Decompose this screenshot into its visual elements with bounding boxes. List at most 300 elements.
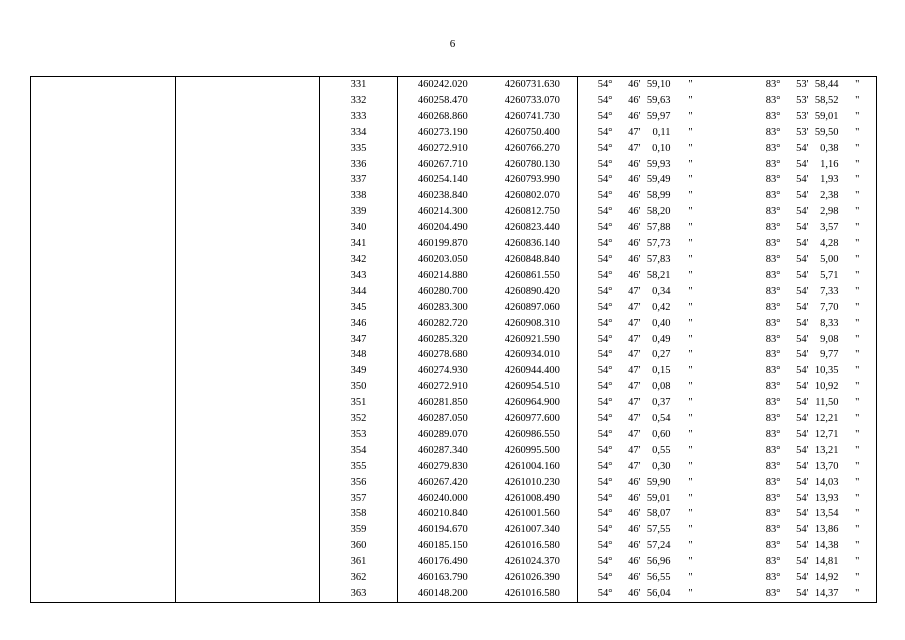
lon-seconds-mark: " xyxy=(839,522,877,538)
lon-degrees: 83° xyxy=(765,413,781,425)
table-row xyxy=(31,586,877,602)
coord-y: 4260750.400 xyxy=(504,126,560,138)
table-row xyxy=(31,141,877,157)
table-row xyxy=(31,236,877,252)
cell-empty-2 xyxy=(176,284,320,300)
lon-degrees: 83° xyxy=(765,174,781,186)
lon-minutes: 53' xyxy=(781,77,809,93)
lon-seconds-mark: " xyxy=(839,93,877,109)
lon-seconds: 14,38 xyxy=(814,540,839,552)
lat-degrees: 54° xyxy=(578,332,613,348)
lon-seconds: 0,38 xyxy=(820,142,839,154)
lon-seconds: 5,71 xyxy=(820,269,839,281)
table-row xyxy=(31,347,877,363)
coord-x: 460240.000 xyxy=(398,491,488,507)
cell-empty-1 xyxy=(31,93,176,109)
coord-y: 4260823.440 xyxy=(504,222,560,234)
cell-empty-2 xyxy=(176,491,320,507)
cell-empty-2 xyxy=(176,395,320,411)
lon-degrees: 83° xyxy=(765,365,781,377)
lon-seconds-mark: " xyxy=(839,395,877,411)
cell-empty-2 xyxy=(176,157,320,173)
lat-seconds: 59,63 xyxy=(646,94,671,106)
table-row xyxy=(31,506,877,522)
coord-y: 4261007.340 xyxy=(504,524,560,536)
lat-seconds-mark: " xyxy=(688,413,693,425)
cell-empty-1 xyxy=(31,236,176,252)
lat-seconds-mark: " xyxy=(688,333,693,345)
cell-empty-2 xyxy=(176,125,320,141)
lon-seconds-mark: " xyxy=(839,427,877,443)
lat-seconds-mark: " xyxy=(688,142,693,154)
lat-seconds-mark: " xyxy=(688,524,693,536)
lat-minutes: 47' xyxy=(628,333,641,345)
cell-empty-2 xyxy=(176,252,320,268)
lon-degrees: 83° xyxy=(765,508,781,520)
cell-empty-1 xyxy=(31,475,176,491)
lat-degrees: 54° xyxy=(578,522,613,538)
lon-seconds: 2,98 xyxy=(820,206,839,218)
lon-degrees: 83° xyxy=(765,444,781,456)
lon-minutes: 54' xyxy=(796,381,809,393)
table-row xyxy=(31,538,877,554)
lon-minutes: 54' xyxy=(796,572,809,584)
coord-x: 460283.300 xyxy=(398,300,488,316)
coord-x: 460185.150 xyxy=(398,538,488,554)
cell-empty-2 xyxy=(176,427,320,443)
lat-seconds-mark: " xyxy=(688,301,693,313)
coord-y: 4261004.160 xyxy=(504,460,560,472)
cell-empty-1 xyxy=(31,379,176,395)
cell-empty-2 xyxy=(176,586,320,602)
lon-seconds: 3,57 xyxy=(820,222,839,234)
lat-minutes: 46' xyxy=(628,222,641,234)
lat-degrees: 54° xyxy=(578,570,613,586)
lat-seconds-mark: " xyxy=(688,94,693,106)
coord-y: 4260766.270 xyxy=(504,142,560,154)
lon-seconds: 8,33 xyxy=(820,317,839,329)
cell-empty-1 xyxy=(31,172,176,188)
lon-minutes: 54' xyxy=(796,556,809,568)
lat-seconds-mark: " xyxy=(688,174,693,186)
lat-seconds: 59,10 xyxy=(641,77,671,93)
lon-degrees: 83° xyxy=(765,253,781,265)
lon-seconds-mark: " xyxy=(839,459,877,475)
table-body xyxy=(31,77,877,603)
cell-empty-2 xyxy=(176,443,320,459)
point-number: 346 xyxy=(320,316,398,332)
cell-empty-1 xyxy=(31,109,176,125)
lat-minutes: 47' xyxy=(628,317,641,329)
lon-seconds-mark: " xyxy=(839,284,877,300)
cell-empty-2 xyxy=(176,363,320,379)
lon-degrees: 83° xyxy=(765,269,781,281)
lat-degrees: 54° xyxy=(578,427,613,443)
coord-x: 460199.870 xyxy=(398,236,488,252)
coord-x: 460273.190 xyxy=(398,125,488,141)
lon-degrees: 83° xyxy=(765,397,781,409)
lat-seconds: 58,21 xyxy=(646,269,671,281)
coord-y: 4260733.070 xyxy=(504,94,560,106)
coord-y: 4260986.550 xyxy=(504,428,560,440)
coord-x: 460287.340 xyxy=(398,443,488,459)
lat-minutes: 47' xyxy=(628,301,641,313)
lat-degrees: 54° xyxy=(578,204,613,220)
coord-x: 460258.470 xyxy=(398,93,488,109)
lat-seconds-mark: " xyxy=(688,349,693,361)
cell-empty-2 xyxy=(176,411,320,427)
coord-y: 4260848.840 xyxy=(504,253,560,265)
coord-x: 460214.300 xyxy=(398,204,488,220)
lat-seconds: 0,42 xyxy=(652,301,671,313)
cell-empty-1 xyxy=(31,586,176,602)
lat-degrees: 54° xyxy=(578,220,613,236)
lat-seconds: 0,30 xyxy=(652,460,671,472)
lon-minutes: 54' xyxy=(796,142,809,154)
lon-degrees: 83° xyxy=(765,460,781,472)
coord-y: 4260897.060 xyxy=(504,301,560,313)
lat-seconds: 58,20 xyxy=(646,206,671,218)
point-number: 354 xyxy=(320,443,398,459)
coord-y: 4261008.490 xyxy=(504,492,560,504)
lat-degrees: 54° xyxy=(578,491,613,507)
point-number: 348 xyxy=(320,347,398,363)
lon-seconds-mark: " xyxy=(839,125,877,141)
lat-minutes: 47' xyxy=(628,460,641,472)
cell-empty-1 xyxy=(31,332,176,348)
lon-seconds: 5,00 xyxy=(820,253,839,265)
lat-degrees: 54° xyxy=(578,236,613,252)
table-row xyxy=(31,204,877,220)
table-row xyxy=(31,109,877,125)
lat-degrees: 54° xyxy=(578,443,613,459)
lat-minutes: 46' xyxy=(628,476,641,488)
lon-degrees: 83° xyxy=(765,556,781,568)
point-number: 341 xyxy=(320,236,398,252)
cell-empty-2 xyxy=(176,475,320,491)
cell-empty-1 xyxy=(31,347,176,363)
lon-seconds-mark: " xyxy=(839,586,877,602)
lon-seconds: 10,35 xyxy=(814,365,839,377)
lat-seconds-mark: " xyxy=(688,317,693,329)
lon-minutes: 54' xyxy=(796,317,809,329)
coord-y: 4261016.580 xyxy=(504,540,560,552)
cell-empty-2 xyxy=(176,188,320,204)
lat-seconds-mark: " xyxy=(688,222,693,234)
lon-seconds-mark: " xyxy=(839,506,877,522)
cell-empty-1 xyxy=(31,522,176,538)
coord-x: 460274.930 xyxy=(398,363,488,379)
point-number: 351 xyxy=(320,395,398,411)
lon-seconds-mark: " xyxy=(839,236,877,252)
lon-seconds-mark: " xyxy=(839,172,877,188)
cell-empty-1 xyxy=(31,538,176,554)
lat-seconds-mark: " xyxy=(688,285,693,297)
lat-seconds-mark: " xyxy=(688,190,693,202)
lat-seconds-mark: " xyxy=(688,556,693,568)
lon-seconds: 13,70 xyxy=(814,460,839,472)
lon-minutes: 54' xyxy=(796,222,809,234)
coord-x: 460204.490 xyxy=(398,220,488,236)
coord-y: 4260921.590 xyxy=(504,333,560,345)
lon-minutes: 54' xyxy=(796,397,809,409)
cell-empty-1 xyxy=(31,411,176,427)
lon-degrees: 83° xyxy=(765,492,781,504)
cell-empty-2 xyxy=(176,141,320,157)
coord-x: 460287.050 xyxy=(398,411,488,427)
lat-degrees: 54° xyxy=(578,93,613,109)
coord-y: 4260977.600 xyxy=(504,413,560,425)
lon-degrees: 83° xyxy=(765,110,781,122)
lon-seconds: 7,70 xyxy=(820,301,839,313)
lat-minutes: 46' xyxy=(628,253,641,265)
lon-seconds-mark: " xyxy=(839,475,877,491)
cell-empty-1 xyxy=(31,284,176,300)
lon-minutes: 54' xyxy=(796,158,809,170)
lat-minutes: 46' xyxy=(628,158,641,170)
lat-seconds-mark: " xyxy=(688,397,693,409)
lat-seconds: 59,49 xyxy=(646,174,671,186)
lon-seconds-mark: " xyxy=(839,220,877,236)
cell-empty-1 xyxy=(31,141,176,157)
lon-minutes: 54' xyxy=(796,413,809,425)
lon-seconds-mark: " xyxy=(839,316,877,332)
coord-y: 4261026.390 xyxy=(504,572,560,584)
lat-seconds: 58,99 xyxy=(646,190,671,202)
lon-seconds: 4,28 xyxy=(820,238,839,250)
lat-minutes: 46' xyxy=(628,540,641,552)
coord-x: 460281.850 xyxy=(398,395,488,411)
lat-minutes: 47' xyxy=(628,285,641,297)
lat-seconds: 0,54 xyxy=(652,413,671,425)
cell-empty-2 xyxy=(176,522,320,538)
point-number: 358 xyxy=(320,506,398,522)
coord-y: 4261016.580 xyxy=(488,586,578,602)
lon-minutes: 54' xyxy=(796,365,809,377)
lon-degrees: 83° xyxy=(765,524,781,536)
lon-seconds-mark: " xyxy=(839,554,877,570)
table-row xyxy=(31,77,877,93)
point-number: 340 xyxy=(320,220,398,236)
coord-y: 4261001.560 xyxy=(504,508,560,520)
cell-empty-1 xyxy=(31,268,176,284)
lat-seconds: 0,27 xyxy=(652,349,671,361)
cell-empty-1 xyxy=(31,363,176,379)
coord-y: 4260890.420 xyxy=(504,285,560,297)
lon-minutes: 54' xyxy=(796,333,809,345)
cell-empty-2 xyxy=(176,347,320,363)
table-row xyxy=(31,522,877,538)
lat-seconds-mark: " xyxy=(671,77,711,93)
lat-seconds-mark: " xyxy=(688,476,693,488)
lat-degrees: 54° xyxy=(578,363,613,379)
table-row xyxy=(31,443,877,459)
lat-seconds-mark: " xyxy=(688,460,693,472)
cell-empty-1 xyxy=(31,220,176,236)
cell-empty-1 xyxy=(31,443,176,459)
lat-seconds-mark: " xyxy=(688,365,693,377)
coord-x: 460176.490 xyxy=(398,554,488,570)
lon-degrees: 83° xyxy=(765,126,781,138)
table-row xyxy=(31,395,877,411)
cell-empty-1 xyxy=(31,506,176,522)
lat-seconds: 57,83 xyxy=(646,253,671,265)
coord-x: 460148.200 xyxy=(398,586,488,602)
lat-minutes: 47' xyxy=(628,444,641,456)
coord-x: 460272.910 xyxy=(398,141,488,157)
lon-seconds: 14,81 xyxy=(814,556,839,568)
coord-y: 4260934.010 xyxy=(504,349,560,361)
lat-minutes: 47' xyxy=(628,428,641,440)
table-row xyxy=(31,188,877,204)
lat-degrees: 54° xyxy=(578,506,613,522)
point-number: 361 xyxy=(320,554,398,570)
cell-empty-2 xyxy=(176,77,320,93)
lon-seconds-mark: " xyxy=(839,109,877,125)
lon-minutes: 54' xyxy=(796,540,809,552)
coord-y: 4261010.230 xyxy=(504,476,560,488)
point-number: 363 xyxy=(320,586,398,602)
coord-y: 4260812.750 xyxy=(504,206,560,218)
cell-empty-1 xyxy=(31,125,176,141)
table-row xyxy=(31,172,877,188)
lon-degrees: 83° xyxy=(765,190,781,202)
lat-minutes: 47' xyxy=(628,381,641,393)
lat-seconds-mark: " xyxy=(688,428,693,440)
coord-y: 4260861.550 xyxy=(504,269,560,281)
lon-minutes: 53' xyxy=(796,94,809,106)
point-number: 345 xyxy=(320,300,398,316)
lat-degrees: 54° xyxy=(578,157,613,173)
lat-seconds-mark: " xyxy=(688,238,693,250)
lon-degrees: 83° xyxy=(765,349,781,361)
cell-empty-2 xyxy=(176,506,320,522)
lat-minutes: 46' xyxy=(613,586,641,602)
lon-seconds-mark: " xyxy=(839,570,877,586)
cell-empty-2 xyxy=(176,332,320,348)
cell-empty-1 xyxy=(31,252,176,268)
coord-y: 4260780.130 xyxy=(504,158,560,170)
coord-x: 460272.910 xyxy=(398,379,488,395)
lat-seconds-mark: " xyxy=(688,253,693,265)
coord-x: 460278.680 xyxy=(398,347,488,363)
lon-seconds: 7,33 xyxy=(820,285,839,297)
table-row xyxy=(31,316,877,332)
lat-seconds-mark: " xyxy=(688,444,693,456)
lon-seconds: 58,44 xyxy=(809,77,839,93)
lat-seconds-mark: " xyxy=(688,508,693,520)
lon-seconds: 14,92 xyxy=(814,572,839,584)
lon-degrees: 83° xyxy=(765,540,781,552)
coord-x: 460267.710 xyxy=(398,157,488,173)
lat-minutes: 46' xyxy=(628,94,641,106)
lon-seconds-mark: " xyxy=(839,332,877,348)
lon-seconds: 9,77 xyxy=(820,349,839,361)
lon-minutes: 54' xyxy=(796,285,809,297)
cell-empty-2 xyxy=(176,109,320,125)
point-number: 344 xyxy=(320,284,398,300)
table-row xyxy=(31,125,877,141)
cell-empty-2 xyxy=(176,268,320,284)
lat-minutes: 46' xyxy=(628,190,641,202)
lon-degrees: 83° xyxy=(765,317,781,329)
cell-empty-2 xyxy=(176,570,320,586)
lat-seconds-mark: " xyxy=(688,110,693,122)
lon-minutes: 54' xyxy=(796,301,809,313)
lat-degrees: 54° xyxy=(578,586,613,602)
cell-empty-1 xyxy=(31,300,176,316)
coord-y: 4260908.310 xyxy=(504,317,560,329)
lon-minutes: 54' xyxy=(796,206,809,218)
lat-seconds: 0,15 xyxy=(652,365,671,377)
lat-seconds: 0,08 xyxy=(652,381,671,393)
point-number: 333 xyxy=(320,109,398,125)
table-row xyxy=(31,427,877,443)
lat-minutes: 47' xyxy=(628,413,641,425)
lon-seconds: 12,71 xyxy=(814,428,839,440)
lon-degrees: 83° xyxy=(711,77,781,93)
lat-degrees: 54° xyxy=(578,284,613,300)
lon-seconds-mark: " xyxy=(839,491,877,507)
cell-empty-2 xyxy=(176,300,320,316)
lat-seconds: 57,55 xyxy=(646,524,671,536)
point-number: 356 xyxy=(320,475,398,491)
coord-y: 4260802.070 xyxy=(504,190,560,202)
coord-x: 460280.700 xyxy=(398,284,488,300)
lon-minutes: 54' xyxy=(781,586,809,602)
table-row xyxy=(31,554,877,570)
coord-y: 4260964.900 xyxy=(504,397,560,409)
cell-empty-1 xyxy=(31,427,176,443)
lat-minutes: 47' xyxy=(628,142,641,154)
point-number: 332 xyxy=(320,93,398,109)
lon-minutes: 54' xyxy=(796,238,809,250)
point-number: 336 xyxy=(320,157,398,173)
point-number: 347 xyxy=(320,332,398,348)
lon-degrees: 83° xyxy=(765,238,781,250)
coord-x: 460279.830 xyxy=(398,459,488,475)
lon-seconds-mark: " xyxy=(839,363,877,379)
lon-seconds: 10,92 xyxy=(814,381,839,393)
lat-degrees: 54° xyxy=(578,538,613,554)
point-number: 335 xyxy=(320,141,398,157)
cell-empty-1 xyxy=(31,188,176,204)
lon-degrees: 83° xyxy=(765,572,781,584)
table-row xyxy=(31,284,877,300)
lon-seconds-mark: " xyxy=(839,538,877,554)
cell-empty-1 xyxy=(31,570,176,586)
lat-minutes: 46' xyxy=(628,572,641,584)
lon-degrees: 83° xyxy=(765,158,781,170)
lat-degrees: 54° xyxy=(578,125,613,141)
lon-degrees: 83° xyxy=(765,381,781,393)
lon-seconds-mark: " xyxy=(839,411,877,427)
lon-seconds: 12,21 xyxy=(814,413,839,425)
lat-minutes: 47' xyxy=(628,397,641,409)
lat-seconds: 0,40 xyxy=(652,317,671,329)
table-row xyxy=(31,332,877,348)
lon-degrees: 83° xyxy=(765,428,781,440)
lon-minutes: 54' xyxy=(796,269,809,281)
point-number: 349 xyxy=(320,363,398,379)
lon-minutes: 54' xyxy=(796,428,809,440)
lon-seconds-mark: " xyxy=(839,347,877,363)
lat-seconds-mark: " xyxy=(688,206,693,218)
lat-degrees: 54° xyxy=(578,459,613,475)
lat-degrees: 54° xyxy=(578,300,613,316)
coord-y: 4260836.140 xyxy=(504,238,560,250)
table-row xyxy=(31,252,877,268)
